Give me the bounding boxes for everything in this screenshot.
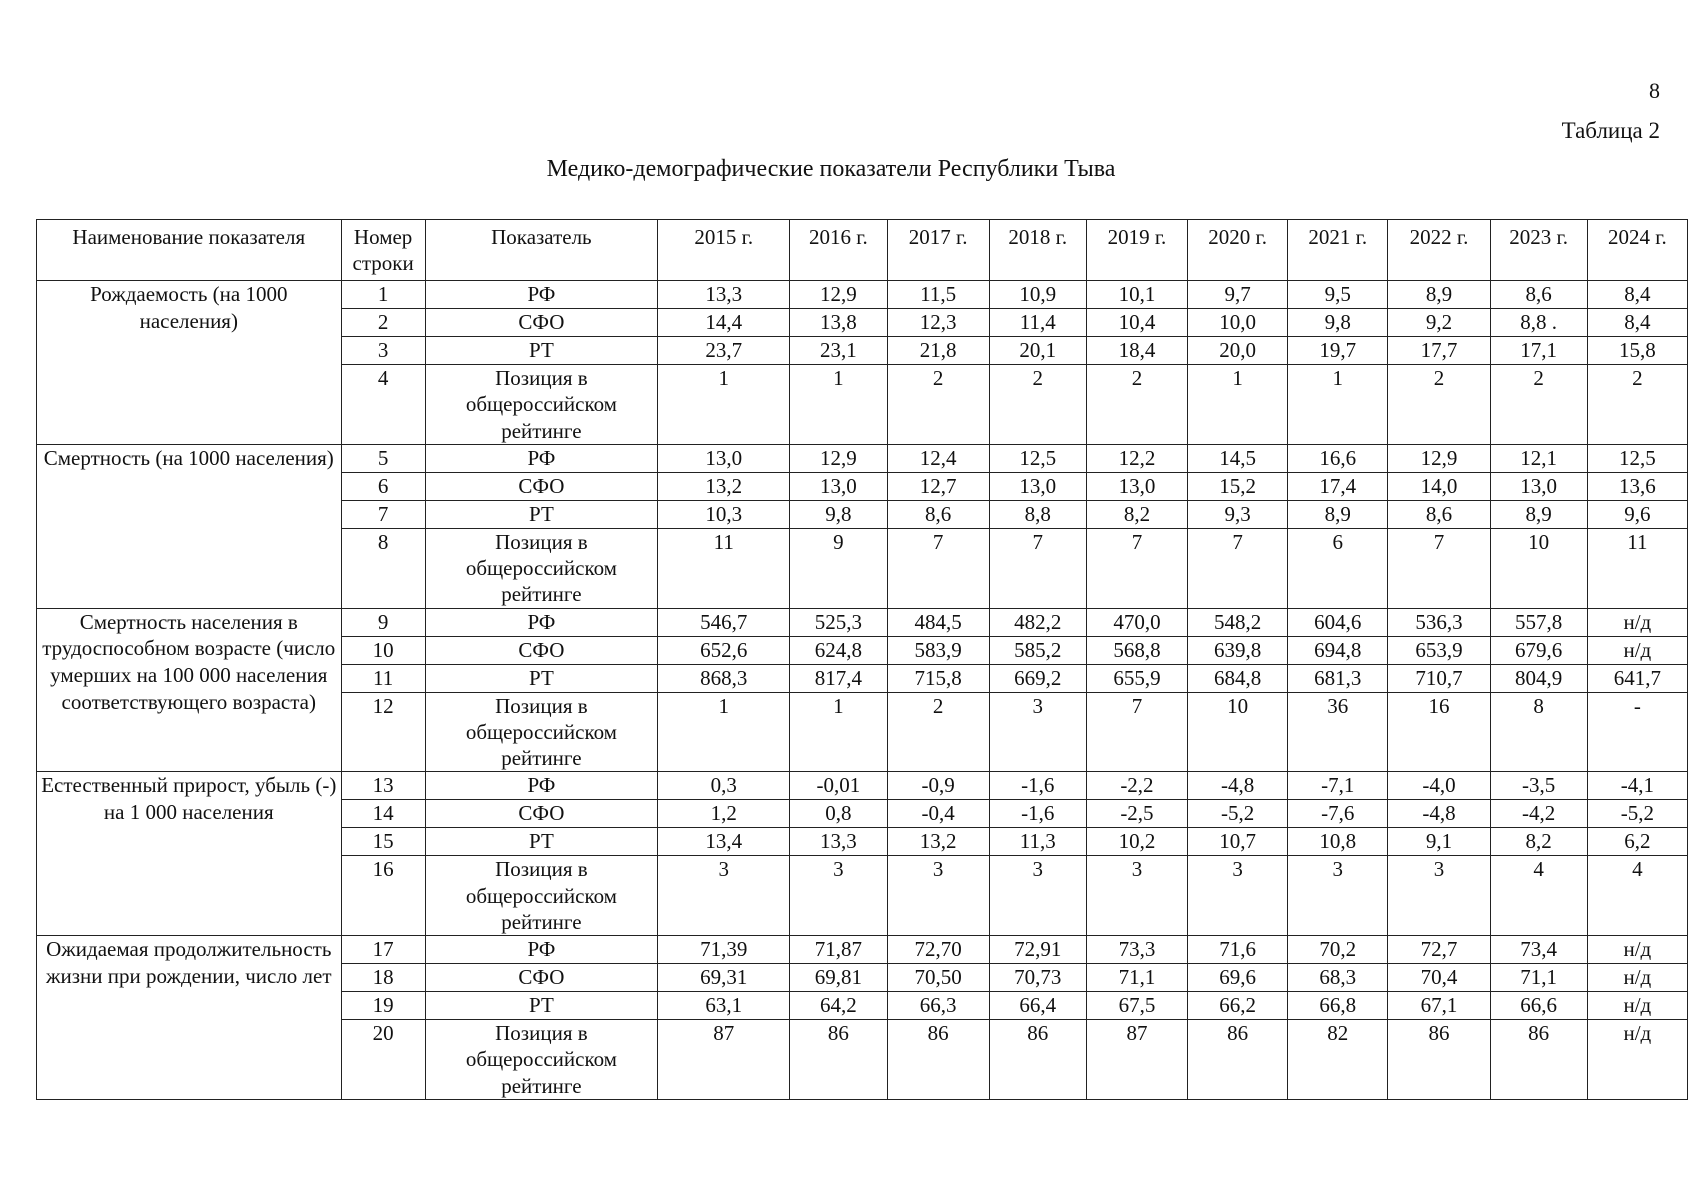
value-cell: 86: [887, 1020, 989, 1100]
value-cell: -4,2: [1490, 800, 1587, 828]
value-cell: 8,8: [989, 500, 1086, 528]
value-cell: 66,4: [989, 992, 1086, 1020]
value-cell: 0,3: [658, 772, 790, 800]
indicator-name-cell: Ожидаемая продолжительность жизни при рождении, число лет: [37, 936, 342, 1100]
measure-label-cell: СФО: [425, 800, 657, 828]
table-row: [37, 772, 1688, 800]
value-cell: 2: [1587, 365, 1687, 445]
value-cell: 653,9: [1388, 636, 1490, 664]
value-cell: 484,5: [887, 608, 989, 636]
measure-label-cell: Позиция в общероссийском рейтинге: [425, 856, 657, 936]
measure-label-cell: РТ: [425, 828, 657, 856]
measure-label-cell: СФО: [425, 472, 657, 500]
value-cell: 17,7: [1388, 337, 1490, 365]
value-cell: 3: [887, 856, 989, 936]
value-cell: 585,2: [989, 636, 1086, 664]
value-cell: 8,2: [1086, 500, 1187, 528]
value-cell: н/д: [1587, 936, 1687, 964]
value-cell: 2: [989, 365, 1086, 445]
value-cell: 8,6: [1388, 500, 1490, 528]
value-cell: 10,0: [1188, 309, 1288, 337]
value-cell: 0,8: [790, 800, 887, 828]
value-cell: 1: [1188, 365, 1288, 445]
value-cell: 12,9: [1388, 444, 1490, 472]
value-cell: 66,6: [1490, 992, 1587, 1020]
header-indicator-name: Наименование показателя: [37, 220, 342, 281]
value-cell: 70,50: [887, 964, 989, 992]
value-cell: 3: [790, 856, 887, 936]
value-cell: 66,2: [1188, 992, 1288, 1020]
value-cell: -: [1587, 692, 1687, 772]
value-cell: 583,9: [887, 636, 989, 664]
value-cell: 641,7: [1587, 664, 1687, 692]
value-cell: 9,7: [1188, 281, 1288, 309]
value-cell: 8: [1490, 692, 1587, 772]
value-cell: 10,1: [1086, 281, 1187, 309]
value-cell: 3: [1388, 856, 1490, 936]
value-cell: 68,3: [1288, 964, 1388, 992]
value-cell: 13,3: [790, 828, 887, 856]
value-cell: 2: [1388, 365, 1490, 445]
value-cell: 6,2: [1587, 828, 1687, 856]
value-cell: -0,9: [887, 772, 989, 800]
value-cell: 8,4: [1587, 309, 1687, 337]
value-cell: 4: [1490, 856, 1587, 936]
value-cell: 2: [1086, 365, 1187, 445]
value-cell: 13,3: [658, 281, 790, 309]
value-cell: 9,8: [790, 500, 887, 528]
value-cell: 624,8: [790, 636, 887, 664]
value-cell: 21,8: [887, 337, 989, 365]
value-cell: 8,8 .: [1490, 309, 1587, 337]
value-cell: 8,4: [1587, 281, 1687, 309]
value-cell: 7: [1086, 528, 1187, 608]
value-cell: 14,0: [1388, 472, 1490, 500]
value-cell: 12,1: [1490, 444, 1587, 472]
value-cell: 13,0: [989, 472, 1086, 500]
value-cell: 69,81: [790, 964, 887, 992]
header-year: 2024 г.: [1587, 220, 1687, 281]
value-cell: 71,6: [1188, 936, 1288, 964]
value-cell: 86: [989, 1020, 1086, 1100]
measure-label-cell: Позиция в общероссийском рейтинге: [425, 365, 657, 445]
value-cell: 8,6: [1490, 281, 1587, 309]
value-cell: 10,4: [1086, 309, 1187, 337]
table-row: [37, 936, 1688, 964]
value-cell: 681,3: [1288, 664, 1388, 692]
value-cell: -5,2: [1587, 800, 1687, 828]
row-number-cell: 3: [341, 337, 425, 365]
measure-label-cell: РФ: [425, 281, 657, 309]
value-cell: 557,8: [1490, 608, 1587, 636]
value-cell: -7,6: [1288, 800, 1388, 828]
value-cell: 7: [1086, 692, 1187, 772]
measure-label-cell: СФО: [425, 636, 657, 664]
measure-label-cell: РФ: [425, 936, 657, 964]
value-cell: -2,5: [1086, 800, 1187, 828]
value-cell: н/д: [1587, 992, 1687, 1020]
header-measure: Показатель: [425, 220, 657, 281]
value-cell: 11: [658, 528, 790, 608]
measure-label-cell: РТ: [425, 992, 657, 1020]
row-number-cell: 7: [341, 500, 425, 528]
measure-label-cell: РТ: [425, 500, 657, 528]
row-number-cell: 19: [341, 992, 425, 1020]
value-cell: 69,6: [1188, 964, 1288, 992]
row-number-cell: 1: [341, 281, 425, 309]
value-cell: 546,7: [658, 608, 790, 636]
value-cell: 817,4: [790, 664, 887, 692]
row-number-cell: 11: [341, 664, 425, 692]
value-cell: 13,4: [658, 828, 790, 856]
row-number-cell: 10: [341, 636, 425, 664]
value-cell: 72,7: [1388, 936, 1490, 964]
value-cell: -7,1: [1288, 772, 1388, 800]
value-cell: 73,4: [1490, 936, 1587, 964]
value-cell: 536,3: [1388, 608, 1490, 636]
value-cell: 9,6: [1587, 500, 1687, 528]
value-cell: 15,2: [1188, 472, 1288, 500]
value-cell: 9: [790, 528, 887, 608]
measure-label-cell: РФ: [425, 772, 657, 800]
value-cell: 23,7: [658, 337, 790, 365]
value-cell: н/д: [1587, 608, 1687, 636]
value-cell: -0,4: [887, 800, 989, 828]
value-cell: 11,4: [989, 309, 1086, 337]
measure-label-cell: Позиция в общероссийском рейтинге: [425, 692, 657, 772]
value-cell: 669,2: [989, 664, 1086, 692]
value-cell: 8,2: [1490, 828, 1587, 856]
value-cell: н/д: [1587, 1020, 1687, 1100]
measure-label-cell: СФО: [425, 964, 657, 992]
value-cell: 14,5: [1188, 444, 1288, 472]
measure-label-cell: РФ: [425, 444, 657, 472]
measure-label-cell: РТ: [425, 337, 657, 365]
row-number-cell: 15: [341, 828, 425, 856]
indicator-name-cell: Естественный прирост, убыль (-) на 1 000 населения: [37, 772, 342, 936]
value-cell: 86: [790, 1020, 887, 1100]
value-cell: 69,31: [658, 964, 790, 992]
header-row-number: Номер строки: [341, 220, 425, 281]
value-cell: 679,6: [1490, 636, 1587, 664]
value-cell: 13,0: [790, 472, 887, 500]
value-cell: -2,2: [1086, 772, 1187, 800]
value-cell: 655,9: [1086, 664, 1187, 692]
value-cell: 7: [1188, 528, 1288, 608]
value-cell: 72,91: [989, 936, 1086, 964]
indicator-name-cell: Смертность (на 1000 населения): [37, 444, 342, 608]
measure-label-cell: РТ: [425, 664, 657, 692]
value-cell: 13,0: [1490, 472, 1587, 500]
value-cell: 10,2: [1086, 828, 1187, 856]
value-cell: 23,1: [790, 337, 887, 365]
table-body: [37, 281, 1688, 1100]
value-cell: 12,5: [989, 444, 1086, 472]
value-cell: 11,5: [887, 281, 989, 309]
value-cell: 548,2: [1188, 608, 1288, 636]
value-cell: 82: [1288, 1020, 1388, 1100]
value-cell: 7: [887, 528, 989, 608]
header-year: 2015 г.: [658, 220, 790, 281]
value-cell: 7: [1388, 528, 1490, 608]
header-year: 2019 г.: [1086, 220, 1187, 281]
value-cell: 10,3: [658, 500, 790, 528]
value-cell: -1,6: [989, 800, 1086, 828]
value-cell: 66,3: [887, 992, 989, 1020]
value-cell: 9,1: [1388, 828, 1490, 856]
value-cell: 9,5: [1288, 281, 1388, 309]
measure-label-cell: Позиция в общероссийском рейтинге: [425, 1020, 657, 1100]
value-cell: 10,7: [1188, 828, 1288, 856]
value-cell: 71,1: [1490, 964, 1587, 992]
value-cell: 3: [989, 856, 1086, 936]
indicator-name-cell: Смертность населения в трудоспособном возрасте (число умерших на 100 000 населения соответствующего возраста): [37, 608, 342, 772]
value-cell: 20,0: [1188, 337, 1288, 365]
row-number-cell: 4: [341, 365, 425, 445]
value-cell: 70,2: [1288, 936, 1388, 964]
value-cell: 1,2: [658, 800, 790, 828]
header-year: 2022 г.: [1388, 220, 1490, 281]
value-cell: -5,2: [1188, 800, 1288, 828]
value-cell: 525,3: [790, 608, 887, 636]
value-cell: 652,6: [658, 636, 790, 664]
value-cell: н/д: [1587, 964, 1687, 992]
value-cell: 13,0: [1086, 472, 1187, 500]
header-year: 2016 г.: [790, 220, 887, 281]
value-cell: -4,1: [1587, 772, 1687, 800]
value-cell: 10: [1490, 528, 1587, 608]
value-cell: 14,4: [658, 309, 790, 337]
value-cell: 36: [1288, 692, 1388, 772]
indicators-table: [36, 219, 1688, 1100]
value-cell: 710,7: [1388, 664, 1490, 692]
value-cell: 86: [1490, 1020, 1587, 1100]
value-cell: 3: [1288, 856, 1388, 936]
value-cell: 18,4: [1086, 337, 1187, 365]
table-row: [37, 281, 1688, 309]
value-cell: -1,6: [989, 772, 1086, 800]
value-cell: 12,5: [1587, 444, 1687, 472]
value-cell: 16: [1388, 692, 1490, 772]
table-row: [37, 608, 1688, 636]
value-cell: 71,1: [1086, 964, 1187, 992]
value-cell: 17,4: [1288, 472, 1388, 500]
value-cell: 9,8: [1288, 309, 1388, 337]
row-number-cell: 18: [341, 964, 425, 992]
value-cell: 694,8: [1288, 636, 1388, 664]
value-cell: 87: [658, 1020, 790, 1100]
value-cell: 63,1: [658, 992, 790, 1020]
value-cell: 71,87: [790, 936, 887, 964]
row-number-cell: 17: [341, 936, 425, 964]
row-number-cell: 20: [341, 1020, 425, 1100]
value-cell: 482,2: [989, 608, 1086, 636]
value-cell: 10,9: [989, 281, 1086, 309]
value-cell: 568,8: [1086, 636, 1187, 664]
value-cell: 15,8: [1587, 337, 1687, 365]
row-number-cell: 5: [341, 444, 425, 472]
value-cell: 19,7: [1288, 337, 1388, 365]
value-cell: 684,8: [1188, 664, 1288, 692]
value-cell: 12,2: [1086, 444, 1187, 472]
value-cell: -4,0: [1388, 772, 1490, 800]
value-cell: 70,4: [1388, 964, 1490, 992]
indicator-name-cell: Рождаемость (на 1000 населения): [37, 281, 342, 445]
value-cell: 7: [989, 528, 1086, 608]
header-year: 2020 г.: [1188, 220, 1288, 281]
value-cell: 70,73: [989, 964, 1086, 992]
value-cell: 12,4: [887, 444, 989, 472]
row-number-cell: 12: [341, 692, 425, 772]
page-number: 8: [1649, 78, 1660, 103]
value-cell: 67,5: [1086, 992, 1187, 1020]
value-cell: 11,3: [989, 828, 1086, 856]
value-cell: 8,9: [1288, 500, 1388, 528]
value-cell: 66,8: [1288, 992, 1388, 1020]
value-cell: 2: [1490, 365, 1587, 445]
measure-label-cell: РФ: [425, 608, 657, 636]
measure-label-cell: Позиция в общероссийском рейтинге: [425, 528, 657, 608]
value-cell: 13,8: [790, 309, 887, 337]
value-cell: 3: [1188, 856, 1288, 936]
value-cell: 8,9: [1490, 500, 1587, 528]
value-cell: н/д: [1587, 636, 1687, 664]
row-number-cell: 2: [341, 309, 425, 337]
value-cell: 3: [658, 856, 790, 936]
header-year: 2018 г.: [989, 220, 1086, 281]
value-cell: 67,1: [1388, 992, 1490, 1020]
value-cell: 12,7: [887, 472, 989, 500]
value-cell: 10: [1188, 692, 1288, 772]
value-cell: 868,3: [658, 664, 790, 692]
value-cell: -4,8: [1188, 772, 1288, 800]
value-cell: 1: [790, 692, 887, 772]
header-year: 2021 г.: [1288, 220, 1388, 281]
value-cell: 9,3: [1188, 500, 1288, 528]
value-cell: 604,6: [1288, 608, 1388, 636]
value-cell: 86: [1388, 1020, 1490, 1100]
value-cell: 13,0: [658, 444, 790, 472]
value-cell: 1: [658, 692, 790, 772]
table-label: Таблица 2: [1561, 118, 1660, 143]
value-cell: 804,9: [1490, 664, 1587, 692]
value-cell: 86: [1188, 1020, 1288, 1100]
value-cell: 2: [887, 365, 989, 445]
row-number-cell: 13: [341, 772, 425, 800]
value-cell: 73,3: [1086, 936, 1187, 964]
value-cell: 87: [1086, 1020, 1187, 1100]
value-cell: 13,2: [887, 828, 989, 856]
value-cell: 16,6: [1288, 444, 1388, 472]
value-cell: 2: [887, 692, 989, 772]
value-cell: 8,9: [1388, 281, 1490, 309]
value-cell: 639,8: [1188, 636, 1288, 664]
row-number-cell: 9: [341, 608, 425, 636]
value-cell: 13,6: [1587, 472, 1687, 500]
row-number-cell: 14: [341, 800, 425, 828]
value-cell: 8,6: [887, 500, 989, 528]
value-cell: 1: [658, 365, 790, 445]
value-cell: 1: [1288, 365, 1388, 445]
value-cell: 3: [989, 692, 1086, 772]
row-number-cell: 8: [341, 528, 425, 608]
value-cell: 10,8: [1288, 828, 1388, 856]
value-cell: 4: [1587, 856, 1687, 936]
value-cell: 17,1: [1490, 337, 1587, 365]
table-header-row: [37, 220, 1688, 281]
header-year: 2017 г.: [887, 220, 989, 281]
row-number-cell: 6: [341, 472, 425, 500]
value-cell: 11: [1587, 528, 1687, 608]
value-cell: 20,1: [989, 337, 1086, 365]
value-cell: 12,3: [887, 309, 989, 337]
value-cell: 715,8: [887, 664, 989, 692]
value-cell: 12,9: [790, 281, 887, 309]
value-cell: -0,01: [790, 772, 887, 800]
measure-label-cell: СФО: [425, 309, 657, 337]
value-cell: 12,9: [790, 444, 887, 472]
value-cell: 9,2: [1388, 309, 1490, 337]
value-cell: 3: [1086, 856, 1187, 936]
value-cell: 72,70: [887, 936, 989, 964]
row-number-cell: 16: [341, 856, 425, 936]
value-cell: 64,2: [790, 992, 887, 1020]
value-cell: -3,5: [1490, 772, 1587, 800]
value-cell: 1: [790, 365, 887, 445]
value-cell: -4,8: [1388, 800, 1490, 828]
value-cell: 6: [1288, 528, 1388, 608]
value-cell: 13,2: [658, 472, 790, 500]
header-year: 2023 г.: [1490, 220, 1587, 281]
document-title: Медико-демографические показатели Республики Тыва: [546, 156, 1116, 182]
value-cell: 470,0: [1086, 608, 1187, 636]
table-row: [37, 444, 1688, 472]
value-cell: 71,39: [658, 936, 790, 964]
